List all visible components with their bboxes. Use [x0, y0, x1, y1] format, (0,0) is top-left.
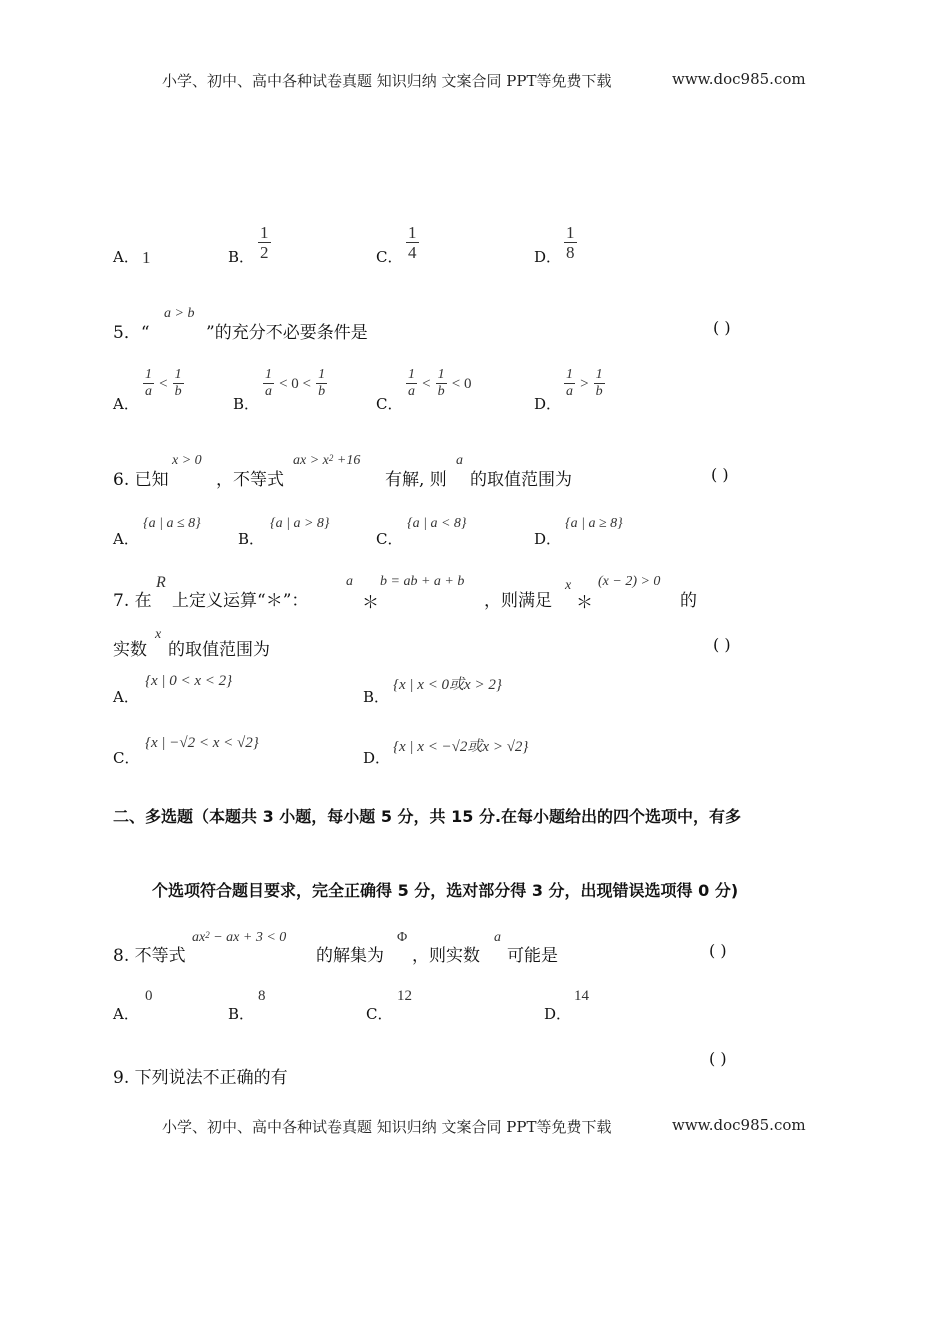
q7-math-4: x: [565, 578, 572, 593]
q7-math-2: a: [346, 574, 353, 589]
option-c-label: C．: [113, 749, 140, 767]
q8-stem-b: 的解集为: [316, 946, 384, 966]
q8-math-1: $ax^2$ − ax + 3 < 0: [192, 930, 287, 945]
option-c-label: C．: [366, 1005, 393, 1023]
option-d-expr: {x | x < −√2或x > √2}: [393, 739, 529, 755]
section-heading: 二、多选题（本题共 3 小题，每小题 5 分，共 15 分.在每小题给出的四个选项中，有多: [113, 807, 742, 826]
option-a-label: A．: [113, 688, 139, 706]
q7-line2-a: 实数: [113, 640, 147, 660]
option-c-expr: {a | a < 8}: [407, 516, 467, 531]
q7-math-5: (x − 2) > 0: [598, 574, 661, 589]
q6-math-1: x > 0: [172, 453, 202, 468]
option-c-label: C．: [376, 248, 403, 266]
answer-paren: ( ): [709, 1049, 727, 1068]
option-d-label: D．: [363, 749, 391, 767]
answer-paren: ( ): [713, 635, 731, 654]
answer-paren: ( ): [709, 941, 727, 960]
option-c-expr: {x | −√2 < x < √2}: [145, 735, 259, 751]
header-url: www.doc985.com: [672, 70, 806, 88]
option-a-expr: {x | 0 < x < 2}: [145, 673, 233, 689]
option-b-expr: {x | x < 0或x > 2}: [393, 677, 502, 693]
q7-math-1: R: [156, 574, 166, 591]
q7-stem-b: 上定义运算“＊”：: [172, 591, 309, 611]
option-a-expr: {a | a ≤ 8}: [143, 516, 201, 531]
q9-stem: 9. 下列说法不正确的有: [113, 1068, 288, 1088]
option-d-label: D．: [534, 395, 562, 413]
q8-math-2: Φ: [397, 930, 408, 945]
q6-stem-c: 有解, 则: [385, 470, 447, 490]
option-a-value: 1: [142, 248, 151, 267]
option-d-label: D．: [544, 1005, 572, 1023]
q7-star-2: ＊: [576, 593, 593, 613]
option-b-label: B．: [228, 248, 255, 266]
option-c-label: C．: [376, 395, 403, 413]
option-a-label: A．: [113, 395, 139, 413]
option-c-expr: $\frac{1}{a}$ < $\frac{1}{b}$ < 0: [408, 367, 472, 399]
q5-stem-a: 5．“: [113, 323, 150, 343]
answer-paren: ( ): [711, 465, 729, 484]
q6-stem-d: 的取值范围为: [470, 470, 572, 490]
option-a-expr: $\frac{1}{a}$ < $\frac{1}{b}$: [145, 367, 182, 399]
section-heading-cont: 个选项符合题目要求，完全正确得 5 分，选对部分得 3 分，出现错误选项得 0 分): [152, 881, 739, 900]
option-b-value: 8: [258, 988, 266, 1004]
option-b-expr: $\frac{1}{a}$ < 0 < $\frac{1}{b}$: [265, 367, 326, 399]
header-text: 小学、初中、高中各种试卷真题 知识归纳 文案合同 PPT等免费下载: [162, 72, 612, 90]
q7-stem-c: ，则满足: [484, 591, 552, 611]
footer-text: 小学、初中、高中各种试卷真题 知识归纳 文案合同 PPT等免费下载: [162, 1118, 612, 1136]
option-a-label: A．: [113, 530, 139, 548]
q8-stem-a: 8. 不等式: [113, 946, 186, 966]
q8-stem-d: 可能是: [507, 946, 558, 966]
q7-stem-a: 7. 在: [113, 591, 152, 611]
footer-url: www.doc985.com: [672, 1116, 806, 1134]
q6-stem-a: 6. 已知: [113, 470, 169, 490]
option-b-label: B．: [363, 688, 390, 706]
option-a-value: 0: [145, 988, 153, 1004]
option-d-label: D．: [534, 530, 562, 548]
option-a-label: A．: [113, 1005, 139, 1023]
q6-stem-b: ，不等式: [216, 470, 284, 490]
option-b-label: B．: [238, 530, 265, 548]
q7-stem-d: 的: [680, 591, 697, 611]
answer-paren: ( ): [713, 318, 731, 337]
option-d-label: D．: [534, 248, 562, 266]
option-c-value: 12: [397, 988, 412, 1004]
q7-line2-b: 的取值范围为: [168, 640, 270, 660]
q5-math: a > b: [164, 306, 195, 321]
option-d-fraction: $\frac{1}{8}$: [566, 223, 575, 262]
q6-math-2: ax > $x^2 +16$: [293, 453, 361, 468]
q5-stem-b: ”的充分不必要条件是: [206, 323, 368, 343]
option-b-expr: {a | a > 8}: [270, 516, 330, 531]
q7-math-3: b = ab + a + b: [380, 574, 465, 589]
option-d-expr: {a | a ≥ 8}: [565, 516, 623, 531]
q8-stem-c: ，则实数: [412, 946, 480, 966]
option-b-fraction: $\frac{1}{2}$: [260, 223, 269, 262]
q7-line2-math: x: [155, 627, 162, 642]
option-b-label: B．: [228, 1005, 255, 1023]
q7-star: ＊: [362, 593, 379, 613]
option-c-label: C．: [376, 530, 403, 548]
option-a-label: A．: [113, 248, 139, 266]
option-d-expr: $\frac{1}{a}$ > $\frac{1}{b}$: [566, 367, 603, 399]
option-d-value: 14: [574, 988, 589, 1004]
option-b-label: B．: [233, 395, 260, 413]
option-c-fraction: $\frac{1}{4}$: [408, 223, 417, 262]
q6-math-3: a: [456, 453, 463, 468]
q8-math-3: a: [494, 930, 501, 945]
